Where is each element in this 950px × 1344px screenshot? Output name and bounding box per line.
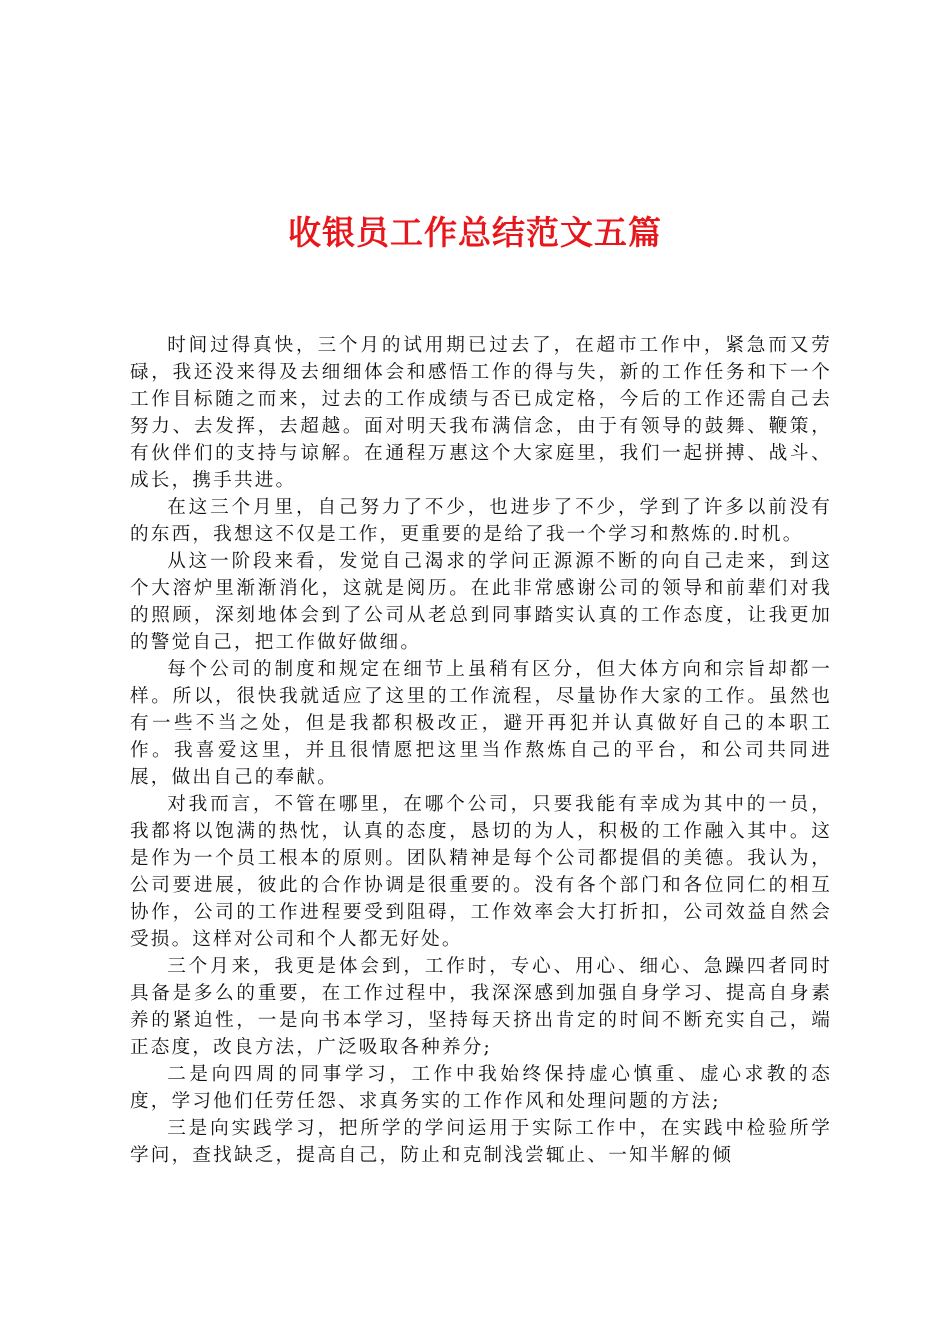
paragraph-4: 每个公司的制度和规定在细节上虽稍有区分，但大体方向和宗旨却都一样。所以，很快我就适应了这里的工作流程，尽量协作大家的工作。虽然也有一些不当之处，但是我都积极改正，避开再犯并认真做好自己的本职工作。我喜爱这里，并且很情愿把这里当作熬炼自己的平台，和公司共同进展，做出自己的奉献。 — [130, 659, 832, 788]
document-body — [130, 332, 832, 1169]
paragraph-6: 三个月来，我更是体会到，工作时，专心、用心、细心、急躁四者同时具备是多么的重要，在工作过程中，我深深感到加强自身学习、提高自身素养的紧迫性，一是向书本学习，坚持每天挤出肯定的时间不断充实自己，端正态度，改良方法，广泛吸取各种养分; — [130, 956, 832, 1058]
document-title: 收银员工作总结范文五篇 — [288, 213, 662, 252]
paragraph-8: 三是向实践学习，把所学的学问运用于实际工作中，在实践中检验所学学问，查找缺乏，提高自己，防止和克制浅尝辄止、一知半解的倾 — [130, 1118, 832, 1166]
paragraph-5: 对我而言，不管在哪里，在哪个公司，只要我能有幸成为其中的一员，我都将以饱满的热忱，认真的态度，恳切的为人，积极的工作融入其中。这是作为一个员工根本的原则。团队精神是每个公司都提倡的美德。我认为，公司要进展，彼此的合作协调是很重要的。没有各个部门和各位同仁的相互协作，公司的工作进程要受到阻碍，工作效率会大打折扣，公司效益自然会受损。这样对公司和个人都无好处。 — [130, 794, 832, 950]
paragraph-3: 从这一阶段来看，发觉自己渴求的学问正源源不断的向自己走来，到这个大溶炉里渐渐消化，这就是阅历。在此非常感谢公司的领导和前辈们对我的照顾，深刻地体会到了公司从老总到同事踏实认真的工作态度，让我更加的警觉自己，把工作做好做细。 — [130, 551, 832, 653]
paragraph-7: 二是向四周的同事学习，工作中我始终保持虚心慎重、虚心求教的态度，学习他们任劳任怨、求真务实的工作作风和处理问题的方法; — [130, 1064, 832, 1112]
paragraph-1: 时间过得真快，三个月的试用期已过去了，在超市工作中，紧急而又劳碌，我还没来得及去细细体会和感悟工作的得与失，新的工作任务和下一个工作目标随之而来，过去的工作成绩与否已成定格，今后的工作还需自己去努力、去发挥，去超越。面对明天我布满信念，由于有领导的鼓舞、鞭策，有伙伴们的支持与谅解。在通程万惠这个大家庭里，我们一起拼搏、战斗、成长，携手共进。 — [130, 335, 832, 491]
paragraph-2: 在这三个月里，自己努力了不少，也进步了不少，学到了许多以前没有的东西，我想这不仅是工作，更重要的是给了我一个学习和熬炼的.时机。 — [130, 497, 832, 545]
